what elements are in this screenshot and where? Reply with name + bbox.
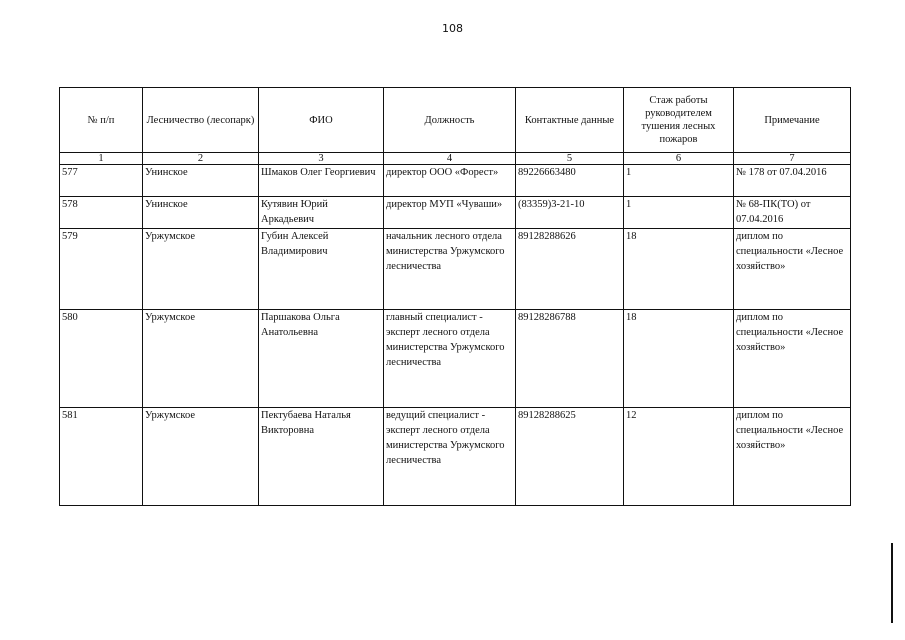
- table-row: [60, 310, 851, 408]
- cell-position: директор МУП «Чуваши»: [384, 197, 516, 229]
- cell-full-name: Пектубаева Наталья Викторовна: [259, 408, 384, 506]
- cell-experience: 18: [624, 310, 734, 408]
- header-contacts: Контактные данные: [516, 88, 624, 153]
- table-row: [60, 408, 851, 506]
- cell-note: № 178 от 07.04.2016: [734, 165, 851, 197]
- table-row: [60, 197, 851, 229]
- table-row: [60, 165, 851, 197]
- column-number: 4: [384, 153, 516, 165]
- cell-number: 581: [60, 408, 143, 506]
- column-number: 6: [624, 153, 734, 165]
- cell-number: 579: [60, 229, 143, 310]
- header-full-name: ФИО: [259, 88, 384, 153]
- cell-full-name: Шмаков Олег Георгиевич: [259, 165, 384, 197]
- cell-experience: 1: [624, 165, 734, 197]
- column-number: 2: [143, 153, 259, 165]
- fire-chiefs-table: [59, 87, 851, 506]
- column-number: 7: [734, 153, 851, 165]
- cell-note: № 68-ПК(ТО) от 07.04.2016: [734, 197, 851, 229]
- cell-full-name: Губин Алексей Владимирович: [259, 229, 384, 310]
- cell-contacts: 89128286788: [516, 310, 624, 408]
- page-number: 108: [442, 22, 463, 35]
- cell-full-name: Паршакова Ольга Анатольевна: [259, 310, 384, 408]
- table-header-row: [60, 88, 851, 153]
- cell-forestry: Уржумское: [143, 229, 259, 310]
- cell-number: 577: [60, 165, 143, 197]
- header-experience: Стаж работы руководителем тушения лесных пожаров: [624, 88, 734, 153]
- column-number: 1: [60, 153, 143, 165]
- cell-number: 580: [60, 310, 143, 408]
- cell-number: 578: [60, 197, 143, 229]
- cell-contacts: 89128288625: [516, 408, 624, 506]
- header-position: Должность: [384, 88, 516, 153]
- cell-full-name: Кутявин Юрий Аркадьевич: [259, 197, 384, 229]
- column-number-row: [60, 153, 851, 165]
- cell-note: диплом по специальности «Лесное хозяйство»: [734, 310, 851, 408]
- table-row: [60, 229, 851, 310]
- column-number: 5: [516, 153, 624, 165]
- cell-position: главный специалист - эксперт лесного отдела министерства Уржумского лесничества: [384, 310, 516, 408]
- scan-edge-line: [891, 543, 893, 623]
- cell-note: диплом по специальности «Лесное хозяйство»: [734, 408, 851, 506]
- cell-position: начальник лесного отдела министерства Уржумского лесничества: [384, 229, 516, 310]
- cell-note: диплом по специальности «Лесное хозяйство»: [734, 229, 851, 310]
- cell-contacts: 89226663480: [516, 165, 624, 197]
- cell-forestry: Уржумское: [143, 408, 259, 506]
- cell-position: ведущий специалист - эксперт лесного отдела министерства Уржумского лесничества: [384, 408, 516, 506]
- cell-experience: 18: [624, 229, 734, 310]
- column-number: 3: [259, 153, 384, 165]
- cell-forestry: Унинское: [143, 197, 259, 229]
- cell-forestry: Уржумское: [143, 310, 259, 408]
- cell-experience: 12: [624, 408, 734, 506]
- cell-forestry: Унинское: [143, 165, 259, 197]
- header-number: № п/п: [60, 88, 143, 153]
- cell-contacts: (83359)3-21-10: [516, 197, 624, 229]
- header-note: Примечание: [734, 88, 851, 153]
- header-forestry: Лесничество (лесопарк): [143, 88, 259, 153]
- cell-experience: 1: [624, 197, 734, 229]
- cell-position: директор ООО «Форест»: [384, 165, 516, 197]
- cell-contacts: 89128288626: [516, 229, 624, 310]
